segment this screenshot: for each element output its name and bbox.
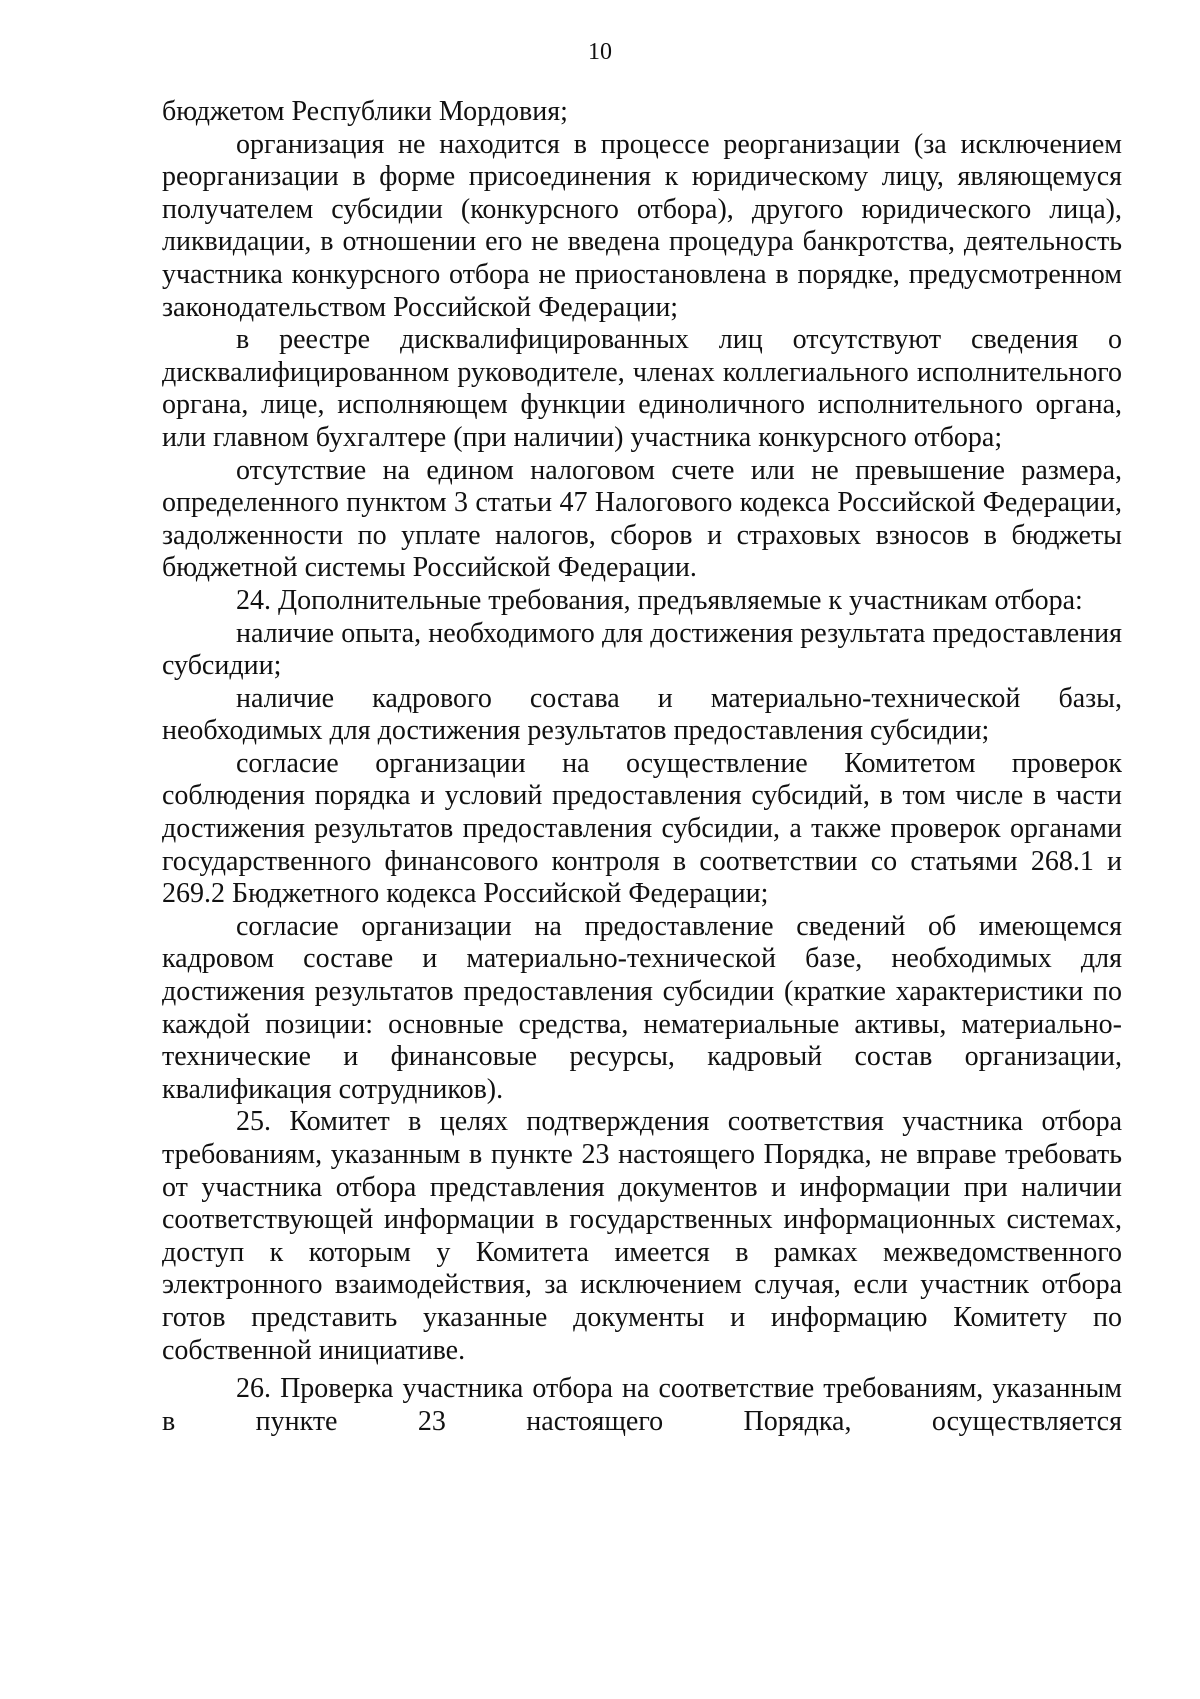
paragraph-budget-continuation: бюджетом Республики Мордовия; <box>162 96 568 127</box>
paragraph-experience: наличие опыта, необходимого для достижения результата предоставления субсидии; <box>162 617 1122 682</box>
paragraph-tax-debt: отсутствие на едином налоговом счете или не превышение размера, определенного пунктом 3 статьи 47 Налогового кодекса Российской Федерации, задолженности по уплате налогов, сборов и страховых взносов в бюджеты бюджетной системы Российской Федерации. <box>162 454 1122 584</box>
paragraph-item-26: 26. Проверка участника отбора на соответствие требованиям, указанным в пункте 23 настоящего Порядка, осуществляется <box>162 1373 1122 1437</box>
paragraph-consent-information: согласие организации на предоставление сведений об имеющемся кадровом составе и материально-технической базе, необходимых для достижения результатов предоставления субсидии (краткие характеристики по каждой позиции: основные средства, нематериальные активы, материально-технические и финансовые ресурсы, кадровый состав организации, квалификация сотрудников). <box>162 910 1122 1105</box>
paragraph-consent-inspections: согласие организации на осуществление Комитетом проверок соблюдения порядка и условий предоставления субсидий, в том числе в части достижения результатов предоставления субсидии, а также проверок органами государственного финансового контроля в соответствии со статьями 268.1 и 269.2 Бюджетного кодекса Российской Федерации; <box>162 747 1122 910</box>
paragraph-disqualified-registry: в реестре дисквалифицированных лиц отсутствуют сведения о дисквалифицированном руководителе, членах коллегиального исполнительного органа, лице, исполняющем функции единоличного исполнительного органа, или главном бухгалтере (при наличии) участника конкурсного отбора; <box>162 324 1122 453</box>
paragraph-item-25: 25. Комитет в целях подтверждения соответствия участника отбора требованиям, указанным в пункте 23 настоящего Порядка, не вправе требовать от участника отбора представления документов и информации при наличии соответствующей информации в государственных информационных системах, доступ к которым у Комитета имеется в рамках межведомственного электронного взаимодействия, за исключением случая, если участник отбора готов представить указанные документы и информацию Комитету по собственной инициативе. <box>162 1106 1122 1366</box>
paragraph-item-24: 24. Дополнительные требования, предъявляемые к участникам отбора: <box>236 584 1083 616</box>
paragraph-no-reorganization: организация не находится в процессе реорганизации (за исключением реорганизации в форме присоединения к юридическому лицу, являющемуся получателем субсидии (конкурсного отбора), другого юридического лица), ликвидации, в отношении его не введена процедура банкротства, деятельность участника конкурсного отбора не приостановлена в порядке, предусмотренном законодательством Российской Федерации; <box>162 128 1122 323</box>
document-body <box>162 96 1122 1438</box>
paragraph-staff-base: наличие кадрового состава и материально-технической базы, необходимых для достижения результатов предоставления субсидии; <box>162 682 1122 747</box>
page-number: 10 <box>588 39 612 65</box>
